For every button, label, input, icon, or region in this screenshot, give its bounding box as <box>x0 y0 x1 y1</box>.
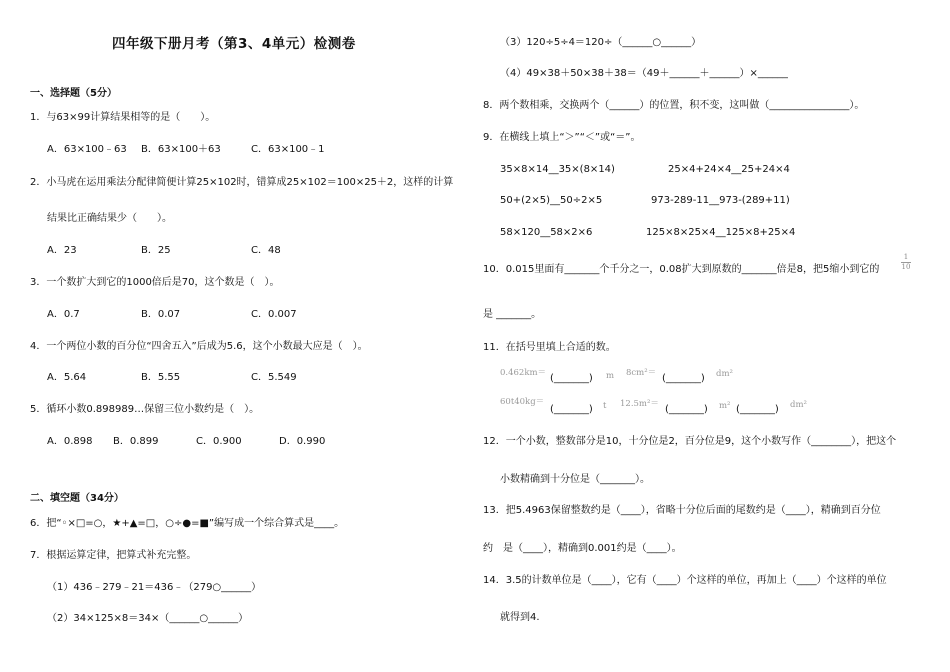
q10-fraction <box>901 253 911 272</box>
q11-r1b-expr: 8cm²＝ <box>626 368 657 378</box>
question-7: 7．根据运算定律，把算式补充完整。 <box>30 550 197 561</box>
question-14-line1: 14．3.5的计数单位是（____），它有（____）个这样的单位，再加上（____）个这样的单位 <box>483 575 887 586</box>
q11-r2b-expr: 12.5m²＝ <box>620 399 659 409</box>
question-10-line1: 10．0.015里面有_______个千分之一，0.08扩大到原数的_______倍是8，把5缩小到它的 <box>483 264 880 275</box>
q4-option-b: B．5.55 <box>141 372 181 383</box>
q11-r1b-blank[interactable]: (_______) <box>662 373 705 384</box>
q11-r2b-blank1[interactable]: (_______) <box>665 404 708 415</box>
q11-r1b-unit: dm² <box>716 369 733 379</box>
question-3: 3．一个数扩大到它的1000倍后是70，这个数是（ ）。 <box>30 277 280 288</box>
section-heading-fill: 二、填空题（34分） <box>30 493 124 504</box>
q9-row2-right: 973-289-11__973-(289+11) <box>651 195 790 206</box>
section-heading-choice: 一、选择题（5分） <box>30 88 117 99</box>
q5-option-b: B．0.899 <box>113 436 159 447</box>
q5-option-c: C．0.900 <box>196 436 242 447</box>
q7-part-3: （3）120÷5÷4＝120÷（______○______） <box>500 37 702 48</box>
q2-option-a: A．23 <box>47 245 77 256</box>
question-6: 6．把“◦×□=○，★+▲=□，○÷●=■”编写成一个综合算式是____。 <box>30 518 345 529</box>
question-8: 8．两个数相乘，交换两个（______）的位置，积不变，这叫做（________________）。 <box>483 100 865 111</box>
q1-option-a: A．63×100﹣63 <box>47 144 127 155</box>
q9-row3-left: 58×120__58×2×6 <box>500 227 593 238</box>
q1-option-b: B．63×100＋63 <box>141 144 221 155</box>
q9-row3-right: 125×8×25×4__125×8+25×4 <box>646 227 796 238</box>
q1-option-c: C．63×100﹣1 <box>251 144 325 155</box>
question-2-line2: 结果比正确结果少（ ）。 <box>47 213 172 224</box>
q3-option-b: B．0.07 <box>141 309 181 320</box>
q5-option-a: A．0.898 <box>47 436 93 447</box>
question-9: 9．在横线上填上“＞”“＜”或“＝”。 <box>483 132 641 143</box>
q11-r1a-blank[interactable]: (_______) <box>550 373 593 384</box>
q2-option-c: C．48 <box>251 245 281 256</box>
question-11: 11．在括号里填上合适的数。 <box>483 342 616 353</box>
question-12-line1: 12．一个小数，整数部分是10，十分位是2，百分位是9，这个小数写作（________），把这个 <box>483 436 897 447</box>
question-10-line2: 是 _______。 <box>483 309 542 320</box>
q11-r2a-unit: t <box>603 401 607 411</box>
q7-part-1: （1）436﹣279﹣21＝436﹣（279○______） <box>47 582 262 593</box>
question-2-line1: 2．小马虎在运用乘法分配律简便计算25×102时，错算成25×102＝100×25＋2，这样的计算 <box>30 177 454 188</box>
q11-r2a-expr: 60t40kg＝ <box>500 397 545 407</box>
question-4: 4．一个两位小数的百分位“四舍五入”后成为5.6，这个小数最大应是（ ）。 <box>30 341 368 352</box>
q10-fraction-denominator: 10 <box>901 263 911 271</box>
q4-option-c: C．5.549 <box>251 372 297 383</box>
q11-r1a-expr: 0.462km＝ <box>500 368 547 378</box>
q9-row1-right: 25×4+24×4__25+24×4 <box>668 164 790 175</box>
q2-option-b: B．25 <box>141 245 171 256</box>
q11-r1a-unit: m <box>606 371 615 381</box>
q9-row1-left: 35×8×14__35×(8×14) <box>500 164 615 175</box>
q5-option-d: D．0.990 <box>279 436 326 447</box>
q11-r2b-unit2: dm² <box>790 400 807 410</box>
page-title: 四年级下册月考（第3、4单元）检测卷 <box>112 36 356 52</box>
question-5: 5．循环小数0.898989…保留三位小数约是（ ）。 <box>30 404 260 415</box>
q7-part-2: （2）34×125×8＝34×（______○______） <box>47 613 249 624</box>
q9-row2-left: 50+(2×5)__50÷2×5 <box>500 195 603 206</box>
question-13-line1: 13．把5.4963保留整数约是（____），省略十分位后面的尾数约是（____），精确到百分位 <box>483 505 881 516</box>
q7-part-4: （4）49×38＋50×38＋38＝（49＋______＋______）×______ <box>500 68 788 79</box>
q3-option-c: C．0.007 <box>251 309 297 320</box>
question-14-line2: 就得到4. <box>500 612 540 623</box>
question-13-line2: 约 是（____），精确到0.001约是（____）。 <box>483 543 682 554</box>
q10-fraction-numerator: 1 <box>901 253 911 263</box>
question-1: 1．与63×99计算结果相等的是（ ）。 <box>30 112 216 123</box>
q3-option-a: A．0.7 <box>47 309 80 320</box>
q11-r2b-unit1: m² <box>719 401 731 411</box>
q4-option-a: A．5.64 <box>47 372 87 383</box>
q11-r2b-blank2[interactable]: (_______) <box>736 404 779 415</box>
q11-r2a-blank[interactable]: (_______) <box>550 404 593 415</box>
question-12-line2: 小数精确到十分位是（_______）。 <box>500 474 650 485</box>
